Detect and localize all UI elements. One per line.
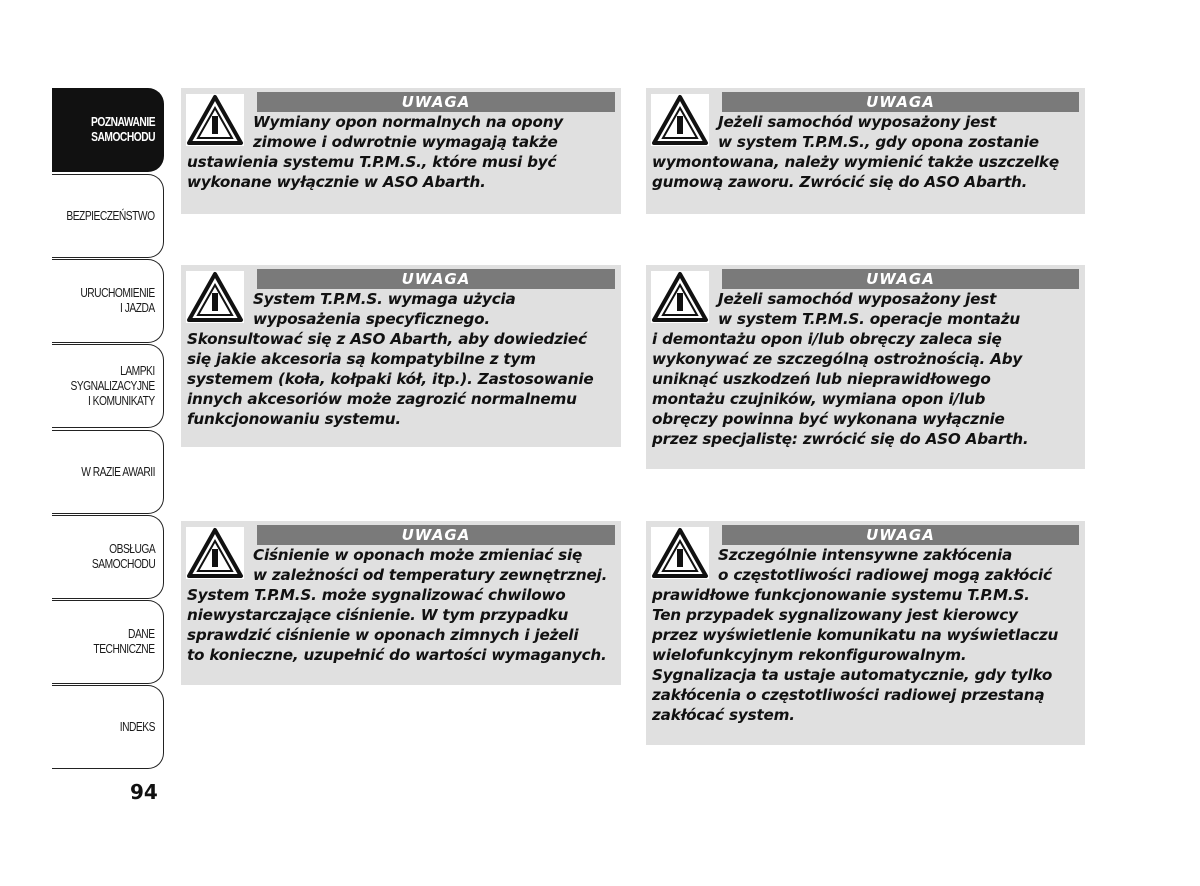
warning-triangle-icon: [186, 527, 244, 579]
warning-text: System T.P.M.S. wymaga użycia wyposażenia specyficznego. Skonsultować się z ASO Abarth, aby dowiedzieć się jakie akcesoria są kompatybilne z tym systemem (koła, kołpaki kół, itp.). Zastosowanie innych akcesoriów może zagrozić normalnemu funkcjonowaniu systemu.: [187, 290, 594, 428]
warning-title: UWAGA: [257, 269, 615, 289]
tab-w-razie-awarii[interactable]: W RAZIE AWARII: [52, 430, 164, 514]
warning-box: [646, 521, 1085, 745]
warning-text: Szczególnie intensywne zakłócenia o częstotliwości radiowej mogą zakłócić prawidłowe funkcjonowanie systemu T.P.M.S. Ten przypadek sygnalizowany jest kierowcy przez wyświetlenie komunikatu na wyświetlaczu wielofunkcyjnym rekonfigurowalnym. Sygnalizacja ta ustaje automatycznie, gdy tylko zakłócenia o częstotliwości radiowej przestaną zakłócać system.: [652, 546, 1059, 724]
warning-text: Wymiany opon normalnych na opony zimowe i odwrotnie wymagają także ustawienia systemu T.P.M.S., które musi być wykonane wyłącznie w ASO Abarth.: [187, 113, 564, 191]
tab-poznawanie-samochodu[interactable]: POZNAWANIE SAMOCHODU: [52, 88, 164, 172]
page-number: 94: [130, 780, 158, 804]
warning-text: Jeżeli samochód wyposażony jest w system T.P.M.S. operacje montażu i demontażu opon i/lub obręczy zaleca się wykonywać ze szczególną ostrożnością. Aby uniknąć uszkodzeń lub nieprawidłowego montażu czujników, wymiana opon i/lub obręczy powinna być wykonana wyłącznie przez specjalistę: zwrócić się do ASO Abarth.: [652, 290, 1029, 448]
warning-box: [181, 521, 621, 685]
warning-title: UWAGA: [722, 269, 1079, 289]
warning-triangle-icon: [651, 271, 709, 323]
warning-box: [646, 265, 1085, 469]
tab-bezpieczenstwo[interactable]: BEZPIECZEŃSTWO: [52, 174, 164, 258]
tab-indeks[interactable]: INDEKS: [52, 685, 164, 769]
warning-triangle-icon: [651, 527, 709, 579]
warning-title: UWAGA: [257, 92, 615, 112]
tab-lampki-sygnalizacyjne[interactable]: LAMPKI SYGNALIZACYJNE I KOMUNIKATY: [52, 344, 164, 428]
tab-obsluga-samochodu[interactable]: OBSŁUGA SAMOCHODU: [52, 515, 164, 599]
warning-title: UWAGA: [722, 525, 1079, 545]
warning-title: UWAGA: [722, 92, 1079, 112]
warning-text: Ciśnienie w oponach może zmieniać się w zależności od temperatury zewnętrznej. System T.P.M.S. może sygnalizować chwilowo niewystarczające ciśnienie. W tym przypadku sprawdzić ciśnienie w oponach zimnych i jeżeli to konieczne, uzupełnić do wartości wymaganych.: [187, 546, 608, 664]
warning-title: UWAGA: [257, 525, 615, 545]
warning-box: [646, 88, 1085, 214]
warning-triangle-icon: [651, 94, 709, 146]
warning-text: Jeżeli samochód wyposażony jest w system T.P.M.S., gdy opona zostanie wymontowana, należy wymienić także uszczelkę gumową zaworu. Zwrócić się do ASO Abarth.: [652, 113, 1059, 191]
warning-box: [181, 265, 621, 447]
tab-uruchomienie-i-jazda[interactable]: URUCHOMIENIE I JAZDA: [52, 259, 164, 343]
warning-triangle-icon: [186, 94, 244, 146]
warning-triangle-icon: [186, 271, 244, 323]
tab-dane-techniczne[interactable]: DANE TECHNICZNE: [52, 600, 164, 684]
warning-box: [181, 88, 621, 214]
